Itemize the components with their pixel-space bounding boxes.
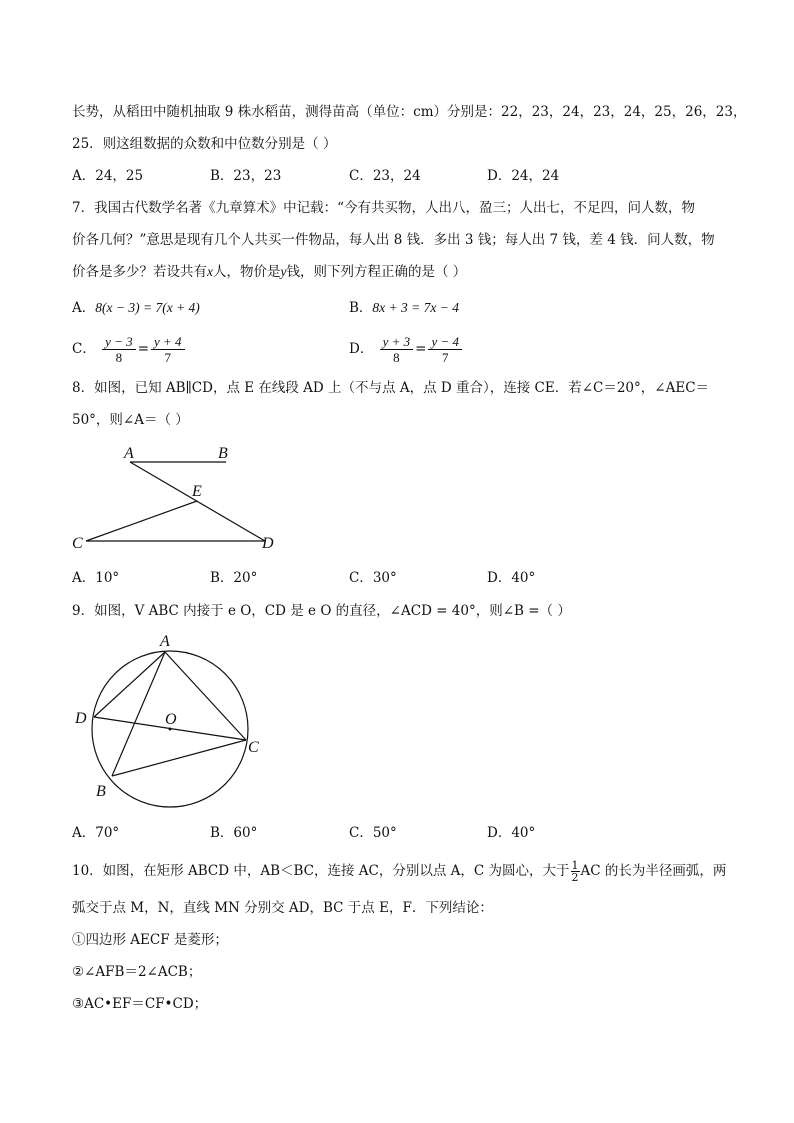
q8-label-a: A xyxy=(124,445,134,462)
q8-label-e: E xyxy=(192,483,202,500)
q7-option-d-frac2: $\frac{y - 4}{7}$ xyxy=(428,334,462,365)
q10-conclusion-1: ①四边形 AECF 是菱形； xyxy=(72,932,228,948)
q8-option-d[interactable]: D．40° xyxy=(487,570,536,586)
q7-option-c-label: C． xyxy=(72,341,96,357)
q8-figure xyxy=(60,440,300,560)
q7-option-d-label: D． xyxy=(349,341,374,357)
q7-text-line3 xyxy=(72,262,466,282)
q8-label-c: C xyxy=(72,535,83,552)
q9-option-d[interactable]: D．40° xyxy=(487,825,536,841)
q9-label-b: B xyxy=(96,783,106,800)
q6-text-line2: 25．则这组数据的众数和中位数分别是（ ） xyxy=(72,136,337,152)
q9-label-o: O xyxy=(165,711,177,728)
q6-option-a[interactable]: A．24，25 xyxy=(72,168,144,184)
q8-segment-ce xyxy=(86,501,197,541)
q7-line3-part-c: 钱，则下列方程正确的是（ ） xyxy=(286,264,467,280)
q7-option-a[interactable] xyxy=(72,298,200,318)
q10-conclusion-2: ②∠AFB＝2∠ACB； xyxy=(72,964,202,980)
q10-conclusion-3: ③AC•EF＝CF•CD； xyxy=(72,996,208,1012)
q7-option-d[interactable] xyxy=(349,334,464,365)
q7-option-b-expr: 8x + 3 = 7x − 4 xyxy=(372,300,459,315)
q7-var-y: y xyxy=(280,264,287,279)
q10-text-line1 xyxy=(72,860,726,883)
q7-option-c[interactable] xyxy=(72,334,187,365)
q9-label-d: D xyxy=(75,710,87,727)
q7-option-d-equals: = xyxy=(415,341,427,357)
q7-option-d-frac1: $\frac{y + 3}{8}$ xyxy=(380,334,414,365)
q7-option-c-frac1: $\frac{y - 3}{8}$ xyxy=(102,334,136,365)
q7-var-x: x xyxy=(207,264,213,279)
q6-option-b[interactable]: B．23，23 xyxy=(210,168,282,184)
q8-option-c[interactable]: C．30° xyxy=(349,570,397,586)
q6-option-c[interactable]: C．23，24 xyxy=(349,168,421,184)
q9-figure xyxy=(66,628,276,808)
q6-option-d[interactable]: D．24，24 xyxy=(487,168,560,184)
q10-line1-part-b: AC 的长为半径画弧，两 xyxy=(580,863,727,879)
q7-line3-part-b: 人，物价是 xyxy=(213,264,281,280)
q9-label-a: A xyxy=(160,633,170,650)
q9-segment-ab xyxy=(112,652,165,776)
q10-line1-part-a: 10．如图，在矩形 ABCD 中，AB＜BC，连接 AC，分别以点 A，C 为圆心，大于 xyxy=(72,863,570,879)
q7-option-a-label: A． xyxy=(72,300,96,316)
q7-option-b[interactable] xyxy=(349,298,459,318)
q9-label-c: C xyxy=(248,739,259,756)
q9-segment-ac xyxy=(165,652,246,740)
q7-option-c-frac2: $\frac{y + 4}{7}$ xyxy=(151,334,185,365)
q8-option-b[interactable]: B．20° xyxy=(210,570,258,586)
q7-line3-part-a: 价各是多少？若设共有 xyxy=(72,264,207,280)
q8-option-a[interactable]: A．10° xyxy=(72,570,120,586)
q9-option-a[interactable]: A．70° xyxy=(72,825,120,841)
q8-text-line2: 50°，则∠A＝（ ） xyxy=(72,412,189,428)
q10-text-line2: 弧交于点 M，N，直线 MN 分别交 AD，BC 于点 E，F．下列结论： xyxy=(72,900,493,916)
q10-half-fraction: $\frac{1}{2}$ xyxy=(571,859,579,884)
q9-option-b[interactable]: B．60° xyxy=(210,825,258,841)
q8-segment-ad xyxy=(130,462,265,541)
q7-option-a-expr: 8(x − 3) = 7(x + 4) xyxy=(95,300,200,315)
q7-option-b-label: B． xyxy=(349,300,373,316)
q8-label-d: D xyxy=(262,535,274,552)
q8-label-b: B xyxy=(218,445,228,462)
q6-text-line1: 长势，从稻田中随机抽取 9 株水稻苗，测得苗高（单位：cm）分别是：22，23，24，23，24，25，26，23， xyxy=(72,104,747,120)
q9-text-line1: 9．如图，V ABC 内接于 e O，CD 是 e O 的直径，∠ACD = 40°，则∠B =（ ） xyxy=(72,603,571,619)
q9-option-c[interactable]: C．50° xyxy=(349,825,397,841)
q7-option-c-equals: = xyxy=(137,341,149,357)
q9-segment-bc xyxy=(112,740,246,776)
q7-text-line2: 价各几何？”意思是现有几个人共买一件物品，每人出 8 钱．多出 3 钱；每人出 7 钱，差 4 钱．问人数，物 xyxy=(72,232,715,248)
q8-text-line1: 8．如图，已知 AB∥CD，点 E 在线段 AD 上（不与点 A，点 D 重合），连接 CE．若∠C＝20°，∠AEC＝ xyxy=(72,380,710,396)
q7-text-line1: 7．我国古代数学名著《九章算术》中记载：“今有共买物，人出八，盈三；人出七，不足四，问人数，物 xyxy=(72,200,695,216)
